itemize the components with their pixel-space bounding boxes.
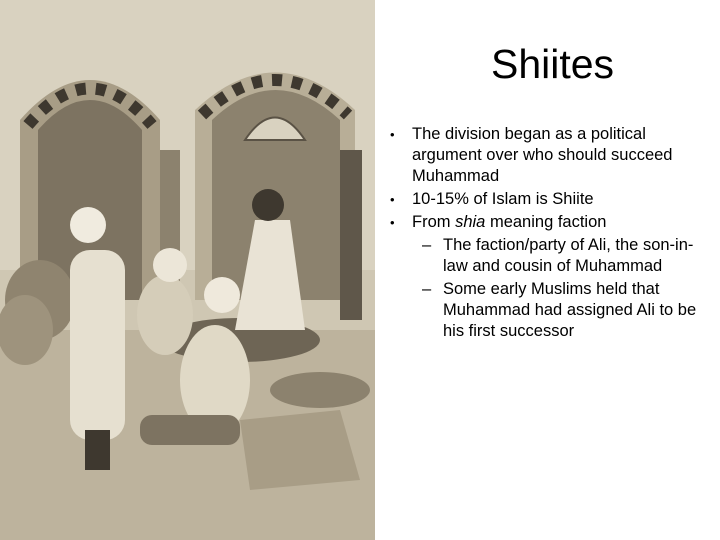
bullet-item [390, 189, 710, 210]
sub-bullet-text: Some early Muslims held that Muhammad had assigned Ali to be his first successor [443, 280, 697, 340]
dash-marker: – [422, 236, 432, 254]
bullet-text-suffix: meaning faction [485, 213, 607, 231]
bullet-marker: • [390, 127, 395, 142]
bullet-list [390, 124, 710, 344]
bullet-marker: • [390, 215, 395, 230]
slide-title: Shiites [490, 41, 615, 87]
bullet-text: 10-15% of Islam is Shiite [412, 190, 594, 208]
dash-marker: – [422, 280, 432, 298]
bullet-text-emphasis: shia [455, 213, 486, 231]
sub-bullet-item [390, 279, 710, 342]
bullet-text: The division began as a political argument over who should succeed Muhammad [412, 125, 673, 185]
bullet-marker: • [390, 192, 395, 207]
sub-bullet-item [390, 235, 710, 277]
bullet-item [390, 124, 710, 187]
bullet-item [390, 212, 710, 233]
sub-bullet-text: The faction/party of Ali, the son-in-law and cousin of Muhammad [443, 236, 694, 275]
bullet-text-prefix: From [412, 213, 456, 231]
